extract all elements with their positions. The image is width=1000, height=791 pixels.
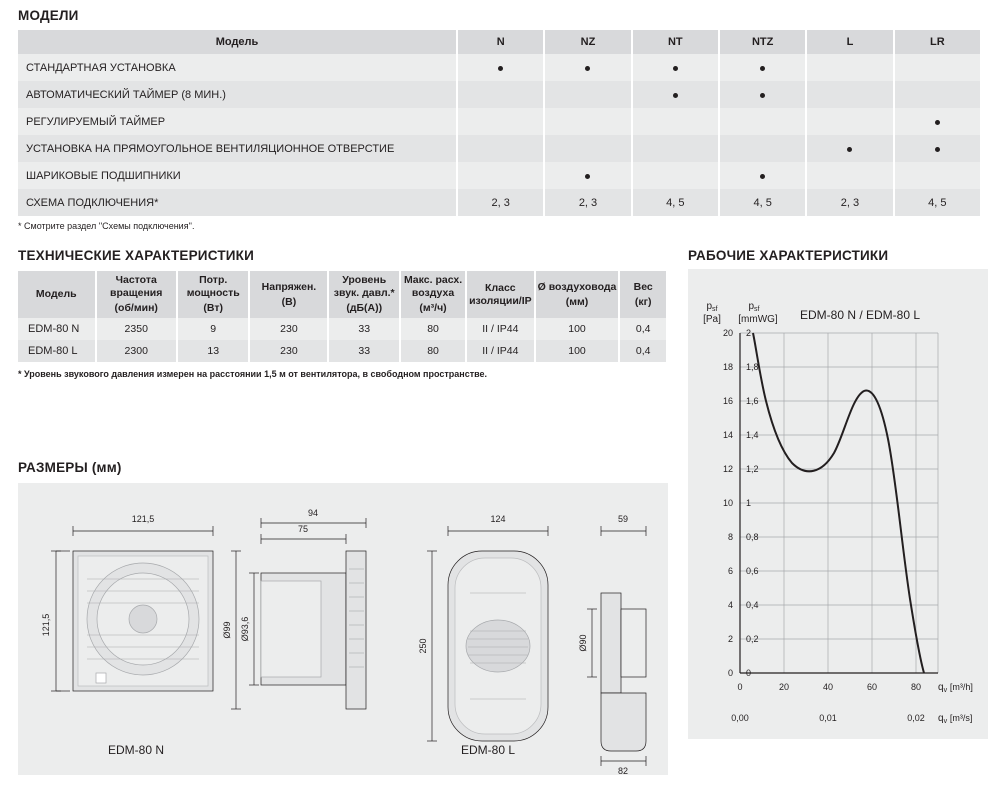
row-label: УСТАНОВКА НА ПРЯМОУГОЛЬНОЕ ВЕНТИЛЯЦИОННОЕ ОТВЕРСТИЕ	[18, 135, 457, 162]
tech-note: * Уровень звукового давления измерен на расстоянии 1,5 м от вентилятора, в свободном пространстве.	[18, 369, 488, 380]
cell-voltage: 230	[249, 340, 328, 362]
tech-col-rpm-unit: (об/мин)	[114, 302, 158, 315]
cell	[894, 135, 981, 162]
tech-col-duct	[535, 271, 620, 318]
cell	[457, 54, 544, 81]
tech-col-model	[18, 271, 96, 318]
tech-col-airflow-unit: (м³/ч)	[419, 302, 447, 315]
cell	[544, 81, 631, 108]
dim-diam-99: Ø99	[222, 621, 232, 639]
cell	[632, 162, 719, 189]
tech-specs-table	[18, 271, 668, 362]
svg-text:0,02: 0,02	[907, 713, 925, 723]
feature-dot	[760, 66, 765, 71]
feature-dot	[673, 93, 678, 98]
cell: 4, 5	[719, 189, 806, 216]
svg-text:psf: $p_{sf}$	[748, 301, 760, 313]
feature-dot	[673, 66, 678, 71]
table-row	[18, 340, 667, 362]
cell-duct: 100	[535, 340, 620, 362]
dim-diam-93: Ø93,6	[240, 616, 250, 642]
cell-airflow: 80	[400, 340, 466, 362]
models-col-model: Модель	[18, 30, 457, 54]
models-col-ntz: NTZ	[719, 30, 806, 54]
cell	[719, 81, 806, 108]
cell	[632, 135, 719, 162]
feature-dot	[585, 66, 590, 71]
dimensions-section	[18, 460, 668, 775]
svg-text:18: 18	[722, 362, 733, 372]
dimensions-title: РАЗМЕРЫ (мм)	[18, 460, 122, 475]
svg-text:80: 80	[910, 682, 922, 692]
cell	[894, 162, 981, 189]
cell-power: 9	[177, 318, 250, 340]
svg-text:2: 2	[746, 328, 752, 338]
svg-text:0,00: 0,00	[731, 713, 749, 723]
tech-col-airflow-name: Макс. расх. воздуха	[403, 274, 463, 300]
svg-text:[Pa]: [Pa]	[703, 314, 721, 325]
tech-col-weight-name: Вес	[633, 280, 653, 293]
cell-duct: 100	[535, 318, 620, 340]
models-section	[18, 8, 982, 231]
cell	[806, 135, 893, 162]
cell-insulation: II / IP44	[466, 318, 535, 340]
row-label: РЕГУЛИРУЕМЫЙ ТАЙМЕР	[18, 108, 457, 135]
cell	[719, 135, 806, 162]
svg-text:0,6: 0,6	[746, 566, 759, 576]
table-row	[18, 135, 981, 162]
svg-text:0: 0	[737, 682, 743, 692]
cell-voltage: 230	[249, 318, 328, 340]
svg-text:1,8: 1,8	[746, 362, 759, 372]
cell	[457, 135, 544, 162]
tech-col-model-name: Модель	[35, 288, 77, 301]
svg-text:40: 40	[822, 682, 834, 692]
dimensions-caption-l: EDM-80 L	[461, 743, 516, 757]
table-row	[18, 318, 667, 340]
svg-text:8: 8	[727, 532, 733, 542]
row-label: СХЕМА ПОДКЛЮЧЕНИЯ*	[18, 189, 457, 216]
cell-airflow: 80	[400, 318, 466, 340]
cell	[806, 54, 893, 81]
dim-side-body: 75	[297, 524, 309, 534]
svg-text:10: 10	[722, 498, 733, 508]
svg-text:1,6: 1,6	[746, 396, 759, 406]
cell-model: EDM-80 N	[18, 318, 96, 340]
models-body	[18, 54, 981, 216]
models-col-l: L	[806, 30, 893, 54]
tech-specs-section	[18, 248, 668, 379]
performance-section	[688, 248, 988, 739]
svg-text:20: 20	[778, 682, 790, 692]
tech-col-voltage	[249, 271, 328, 318]
svg-text:qv [m³/s]: $q_v$ [m³/s]	[938, 713, 973, 725]
row-label: АВТОМАТИЧЕСКИЙ ТАЙМЕР (8 МИН.)	[18, 81, 457, 108]
svg-text:4: 4	[727, 600, 733, 610]
cell	[457, 162, 544, 189]
tech-col-rpm	[96, 271, 177, 318]
cell	[719, 108, 806, 135]
tech-col-weight-unit: (кг)	[634, 295, 652, 308]
cell	[806, 108, 893, 135]
models-title: МОДЕЛИ	[18, 8, 79, 23]
row-label: СТАНДАРТНАЯ УСТАНОВКА	[18, 54, 457, 81]
svg-text:1,2: 1,2	[746, 464, 759, 474]
cell: 2, 3	[806, 189, 893, 216]
performance-chart-svg	[688, 269, 988, 739]
svg-text:12: 12	[722, 464, 733, 474]
models-table	[18, 30, 982, 216]
models-header-row	[18, 30, 981, 54]
tech-specs-title: ТЕХНИЧЕСКИЕ ХАРАКТЕРИСТИКИ	[18, 248, 255, 263]
svg-text:0,2: 0,2	[746, 634, 759, 644]
svg-text:14: 14	[722, 430, 733, 440]
feature-dot	[935, 120, 940, 125]
dim-front-height: 121,5	[41, 613, 51, 637]
chart-series-title: EDM-80 N / EDM-80 L	[799, 308, 921, 322]
tech-col-duct-name: Ø воздуховода	[537, 280, 617, 293]
cell	[632, 81, 719, 108]
dimensions-caption-n: EDM-80 N	[108, 743, 165, 757]
dim-l-diam: Ø90	[578, 634, 588, 652]
table-row	[18, 189, 981, 216]
tech-col-power	[177, 271, 250, 318]
svg-text:6: 6	[727, 566, 733, 576]
cell-insulation: II / IP44	[466, 340, 535, 362]
cell	[632, 54, 719, 81]
cell	[719, 54, 806, 81]
models-footnote: * Смотрите раздел ''Схемы подключения''.	[18, 221, 195, 231]
feature-dot	[760, 174, 765, 179]
tech-body	[18, 318, 667, 362]
table-row	[18, 162, 981, 189]
models-col-n: N	[457, 30, 544, 54]
svg-text:2: 2	[727, 634, 733, 644]
svg-text:0,8: 0,8	[746, 532, 759, 542]
row-label: ШАРИКОВЫЕ ПОДШИПНИКИ	[18, 162, 457, 189]
tech-col-duct-unit: (мм)	[565, 295, 589, 308]
table-row	[18, 81, 981, 108]
dim-side-total: 94	[307, 508, 319, 518]
cell-power: 13	[177, 340, 250, 362]
dim-l-side: 59	[617, 514, 629, 524]
feature-dot	[935, 147, 940, 152]
dimensions-panel	[18, 483, 668, 775]
cell-noise: 33	[328, 340, 400, 362]
cell: 4, 5	[894, 189, 981, 216]
cell	[806, 81, 893, 108]
cell-model: EDM-80 L	[18, 340, 96, 362]
cell-rpm: 2300	[96, 340, 177, 362]
models-col-lr: LR	[894, 30, 981, 54]
cell	[544, 162, 631, 189]
svg-text:16: 16	[722, 396, 733, 406]
tech-col-voltage-name: Напряжен.	[261, 280, 317, 293]
dim-l-height: 250	[418, 638, 428, 654]
svg-text:20: 20	[722, 328, 733, 338]
cell	[719, 162, 806, 189]
svg-text:0: 0	[746, 668, 752, 678]
feature-dot	[760, 93, 765, 98]
models-col-nt: NT	[632, 30, 719, 54]
cell	[806, 162, 893, 189]
svg-text:60: 60	[866, 682, 878, 692]
dimension-drawings	[18, 483, 668, 775]
svg-text:qv [m³/h]: $q_v$ [m³/h]	[938, 682, 973, 694]
performance-chart	[688, 269, 988, 739]
cell: 2, 3	[457, 189, 544, 216]
cell	[894, 54, 981, 81]
tech-col-rpm-name: Частота вращения	[110, 274, 163, 300]
cell: 4, 5	[632, 189, 719, 216]
table-row	[18, 108, 981, 135]
tech-col-weight	[619, 271, 667, 318]
cell-rpm: 2350	[96, 318, 177, 340]
cell-noise: 33	[328, 318, 400, 340]
tech-col-noise-name: Уровень звук. давл.*	[333, 274, 395, 300]
cell-weight: 0,4	[619, 340, 667, 362]
models-col-nz: NZ	[544, 30, 631, 54]
tech-header-row	[18, 271, 667, 318]
cell	[457, 108, 544, 135]
cell	[544, 108, 631, 135]
chart-background	[688, 269, 988, 739]
dim-l-width: 124	[490, 514, 506, 524]
table-row	[18, 54, 981, 81]
svg-text:psf: $p_{sf}$	[706, 301, 718, 313]
cell	[632, 108, 719, 135]
tech-col-voltage-unit: (В)	[281, 295, 297, 308]
dim-l-depth: 82	[617, 766, 629, 775]
cell	[544, 135, 631, 162]
svg-text:0,01: 0,01	[819, 713, 837, 723]
svg-text:1,4: 1,4	[746, 430, 759, 440]
cell	[544, 54, 631, 81]
tech-col-power-name: Потр. мощность	[186, 274, 240, 300]
cell	[457, 81, 544, 108]
feature-dot	[847, 147, 852, 152]
dim-front-width: 121,5	[131, 514, 155, 524]
tech-col-noise	[328, 271, 400, 318]
performance-title: РАБОЧИЕ ХАРАКТЕРИСТИКИ	[688, 248, 889, 263]
tech-col-airflow	[400, 271, 466, 318]
cell	[894, 108, 981, 135]
svg-text:[mmWG]: [mmWG]	[738, 314, 778, 325]
feature-dot	[585, 174, 590, 179]
svg-text:0,4: 0,4	[746, 600, 759, 610]
svg-text:0: 0	[727, 668, 733, 678]
cell-weight: 0,4	[619, 318, 667, 340]
tech-col-insulation-name: Класс изоляции/IP	[469, 281, 532, 307]
feature-dot	[498, 66, 503, 71]
tech-col-power-unit: (Вт)	[203, 302, 223, 315]
svg-text:1: 1	[746, 498, 752, 508]
tech-col-insulation	[466, 271, 535, 318]
cell: 2, 3	[544, 189, 631, 216]
tech-col-noise-unit: (дБ(А))	[346, 302, 383, 315]
cell	[894, 81, 981, 108]
